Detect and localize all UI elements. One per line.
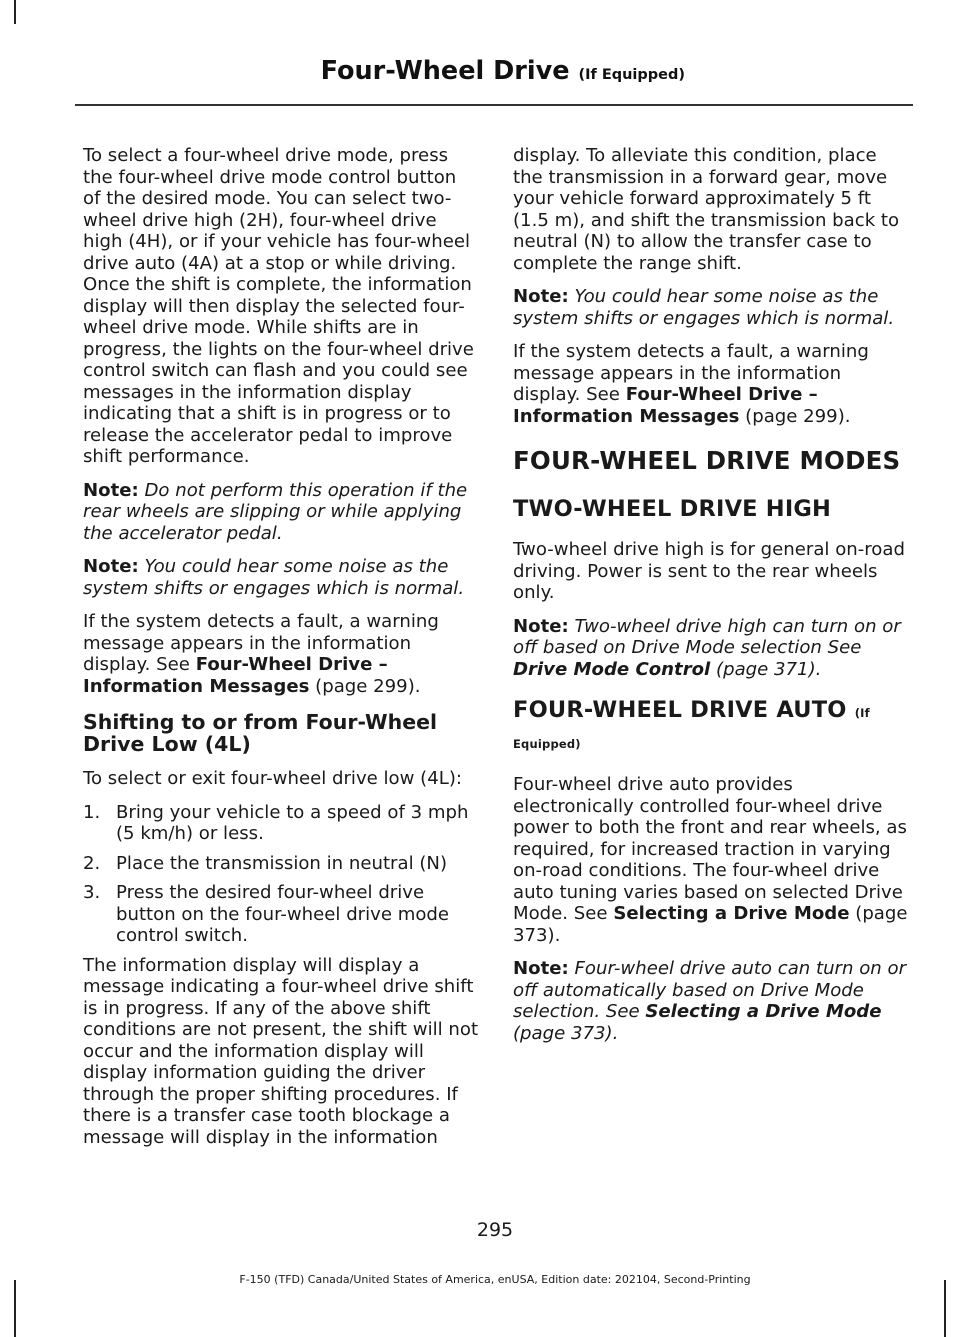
step-text: Press the desired four-wheel drive button on the four-wheel drive mode control switch.	[116, 882, 450, 946]
paragraph: The information display will display a message indicating a four-wheel drive shift is in progress. If any of the above shift conditions are not present, the shift will not occur and the information display will display information guiding the driver through the proper shifting procedures. If there is a transfer case tooth blockage a message will display in the information	[83, 954, 479, 1148]
cross-reference-link[interactable]: Drive Mode Control	[513, 658, 711, 680]
list-item	[83, 802, 479, 845]
list-item	[83, 853, 479, 875]
note-text: Two-wheel drive high can turn on or off based on Drive Mode selection See	[513, 615, 901, 658]
note-label: Note:	[513, 286, 569, 307]
step-text: Place the transmission in neutral (N)	[116, 852, 448, 874]
paragraph: display. To alleviate this condition, place the transmission in a forward gear, move your vehicle forward approximately 5 ft (1.5 m), and shift the transmission back to neutral (N) to allow the transfer case to complete the range shift.	[513, 145, 900, 274]
header-title-suffix: (If Equipped)	[578, 67, 685, 83]
note	[513, 616, 911, 681]
crop-mark	[14, 0, 16, 24]
list-item	[83, 882, 479, 947]
paragraph	[513, 774, 911, 946]
paragraph: Two-wheel drive high is for general on-road driving. Power is sent to the rear wheels only.	[513, 539, 905, 603]
cross-reference-link[interactable]: Selecting a Drive Mode	[645, 1001, 882, 1022]
note	[513, 286, 911, 329]
cross-reference-link[interactable]: Four-Wheel Drive – Information Messages	[83, 654, 388, 697]
paragraph-text: Four-wheel drive auto provides electronically controlled four-wheel drive power to both the front and rear wheels, as required, for increased traction in varying on-road conditions. The four-wheel drive auto tuning varies based on selected Drive Mode. See	[513, 774, 907, 924]
page-number: 295	[476, 1219, 514, 1241]
crop-mark	[14, 1280, 16, 1337]
paragraph	[513, 341, 911, 427]
paragraph	[83, 611, 479, 697]
section-heading-shift-4l: Shifting to or from Four-Wheel Drive Low (4L)	[83, 710, 438, 756]
note-label: Note:	[83, 479, 139, 501]
left-column	[83, 145, 479, 1160]
step-number: 2.	[83, 852, 101, 874]
note-text: You could hear some noise as the system shifts or engages which is normal.	[513, 286, 895, 329]
page-reference: (page 299).	[745, 405, 851, 427]
paragraph: To select or exit four-wheel drive low (4L):	[83, 768, 462, 789]
page-reference: (page 371).	[716, 658, 822, 680]
section-heading-4wd-auto	[513, 696, 911, 758]
note	[83, 480, 479, 545]
step-number: 1.	[83, 801, 101, 823]
section-heading-2wd-high: TWO-WHEEL DRIVE HIGH	[513, 496, 832, 522]
paragraph-text: If the system detects a fault, a warning message appears in the information display. See	[513, 341, 869, 405]
cross-reference-link[interactable]: Four-Wheel Drive – Information Messages	[513, 384, 818, 427]
page-reference: (page 299).	[315, 675, 421, 697]
note-label: Note:	[83, 556, 139, 577]
page-reference: (page 373).	[513, 1022, 619, 1044]
crop-mark	[944, 1280, 946, 1337]
page-header-title	[321, 56, 685, 86]
heading-suffix: (If Equipped)	[513, 706, 870, 751]
note-text: Do not perform this operation if the rear wheels are slipping or while applying the accelerator pedal.	[83, 479, 468, 544]
section-heading-modes: FOUR-WHEEL DRIVE MODES	[513, 446, 901, 475]
edition-footer: F-150 (TFD) Canada/United States of America, enUSA, Edition date: 202104, Second-Printing	[239, 1273, 751, 1286]
cross-reference-link[interactable]: Selecting a Drive Mode	[613, 903, 850, 924]
note	[513, 958, 911, 1044]
note	[83, 556, 479, 599]
heading-text: FOUR-WHEEL DRIVE AUTO	[513, 697, 847, 723]
paragraph: To select a four-wheel drive mode, press the four-wheel drive mode control button of the desired mode. You can select two-wheel drive high (2H), four-wheel drive high (4H), or if your vehicle has four-wheel drive auto (4A) at a stop or while driving. Once the shift is complete, the information display will then display the selected four-wheel drive mode. While shifts are in progress, the lights on the four-wheel drive control switch can flash and you could see messages in the information display indicating that a shift is in progress or to release the accelerator pedal to improve shift performance.	[83, 145, 474, 467]
page-reference: (page 373).	[513, 903, 908, 946]
note-text: Four-wheel drive auto can turn on or off automatically based on Drive Mode selection. See	[513, 958, 907, 1022]
header-divider	[75, 104, 913, 106]
step-text: Bring your vehicle to a speed of 3 mph (5 km/h) or less.	[116, 801, 469, 844]
note-text: You could hear some noise as the system shifts or engages which is normal.	[83, 556, 465, 599]
step-number: 3.	[83, 882, 101, 903]
note-label: Note:	[513, 958, 569, 979]
steps-list	[83, 802, 479, 947]
header-title-main: Four-Wheel Drive	[320, 56, 570, 86]
paragraph-text: If the system detects a fault, a warning message appears in the information display. See	[83, 611, 439, 675]
note-label: Note:	[513, 615, 569, 637]
right-column	[513, 145, 911, 1056]
